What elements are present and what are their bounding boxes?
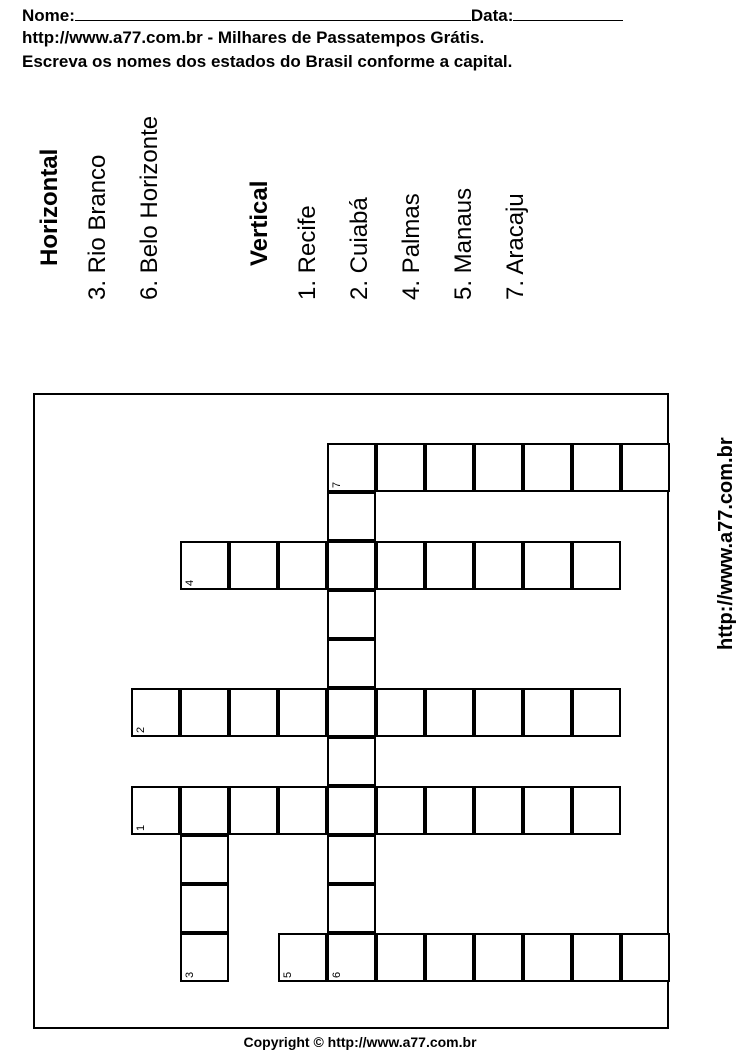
crossword-cell[interactable]	[474, 443, 523, 492]
crossword-cell[interactable]	[572, 933, 621, 982]
crossword-cell[interactable]	[523, 933, 572, 982]
cell-number: 5	[282, 971, 294, 978]
crossword-cell[interactable]	[229, 688, 278, 737]
crossword-cell[interactable]	[327, 688, 376, 737]
crossword-cell[interactable]	[572, 786, 621, 835]
crossword-cell[interactable]	[523, 443, 572, 492]
vertical-clue: 4. Palmas	[398, 193, 425, 300]
crossword-cell[interactable]	[327, 541, 376, 590]
cell-number: 7	[331, 481, 343, 488]
cell-number: 2	[135, 726, 147, 733]
crossword-cell[interactable]	[523, 541, 572, 590]
crossword-cell[interactable]	[523, 786, 572, 835]
name-label: Nome:	[22, 6, 75, 25]
crossword-cell[interactable]	[376, 541, 425, 590]
crossword-cell[interactable]	[180, 786, 229, 835]
date-blank	[513, 4, 623, 21]
crossword-cell[interactable]	[425, 786, 474, 835]
crossword-cell[interactable]	[327, 835, 376, 884]
cell-number: 6	[331, 971, 343, 978]
crossword-cell[interactable]	[180, 835, 229, 884]
crossword-cell[interactable]	[180, 541, 229, 590]
crossword-cell[interactable]	[376, 443, 425, 492]
horizontal-clue: 6. Belo Horizonte	[136, 115, 163, 300]
crossword-cell[interactable]	[425, 933, 474, 982]
crossword-cell[interactable]	[523, 688, 572, 737]
crossword-cell[interactable]	[621, 933, 670, 982]
crossword-cell[interactable]	[327, 492, 376, 541]
crossword-cell[interactable]	[229, 786, 278, 835]
vertical-clue: 5. Manaus	[450, 187, 477, 300]
crossword-cell[interactable]	[278, 688, 327, 737]
cell-number: 3	[184, 971, 196, 978]
instruction-text: Escreva os nomes dos estados do Brasil conforme a capital.	[22, 52, 513, 71]
vertical-clue: 7. Aracaju	[502, 193, 529, 300]
crossword-cell[interactable]	[376, 786, 425, 835]
crossword-cell[interactable]	[327, 590, 376, 639]
crossword-cell[interactable]	[376, 688, 425, 737]
crossword-cell[interactable]	[229, 541, 278, 590]
crossword-cell[interactable]	[474, 933, 523, 982]
crossword-cell[interactable]	[327, 933, 376, 982]
crossword-cell[interactable]	[376, 933, 425, 982]
crossword-cell[interactable]	[131, 688, 180, 737]
crossword-cell[interactable]	[474, 541, 523, 590]
crossword-cell[interactable]	[327, 884, 376, 933]
crossword-cell[interactable]	[572, 541, 621, 590]
crossword-cell[interactable]	[327, 786, 376, 835]
vertical-clues-title: Vertical	[246, 180, 273, 266]
name-blank	[75, 4, 471, 21]
crossword-cell[interactable]	[425, 688, 474, 737]
horizontal-clues-title: Horizontal	[36, 148, 63, 266]
crossword-cell[interactable]	[278, 786, 327, 835]
cell-number: 1	[135, 824, 147, 831]
crossword-cell[interactable]	[180, 933, 229, 982]
site-line: http://www.a77.com.br - Milhares de Passatempos Grátis.	[22, 28, 485, 47]
side-url: http://www.a77.com.br	[715, 437, 737, 650]
crossword-cell[interactable]	[278, 541, 327, 590]
cell-number: 4	[184, 579, 196, 586]
crossword-cell[interactable]	[327, 443, 376, 492]
crossword-cell[interactable]	[278, 933, 327, 982]
crossword-cell[interactable]	[474, 688, 523, 737]
crossword-cell[interactable]	[572, 688, 621, 737]
crossword-cell[interactable]	[621, 443, 670, 492]
horizontal-clue: 3. Rio Branco	[84, 154, 111, 300]
crossword-cell[interactable]	[327, 639, 376, 688]
vertical-clue: 1. Recife	[294, 205, 321, 300]
header-name-date-line	[22, 4, 623, 26]
crossword-cell[interactable]	[474, 786, 523, 835]
crossword-cell[interactable]	[180, 688, 229, 737]
vertical-clue: 2. Cuiabá	[346, 197, 373, 300]
copyright: Copyright © http://www.a77.com.br	[243, 1034, 477, 1050]
crossword-cell[interactable]	[572, 443, 621, 492]
crossword-cell[interactable]	[327, 737, 376, 786]
crossword-cell[interactable]	[131, 786, 180, 835]
crossword-cell[interactable]	[425, 443, 474, 492]
crossword-cell[interactable]	[425, 541, 474, 590]
date-label: Data:	[470, 6, 514, 25]
crossword-cell[interactable]	[180, 884, 229, 933]
